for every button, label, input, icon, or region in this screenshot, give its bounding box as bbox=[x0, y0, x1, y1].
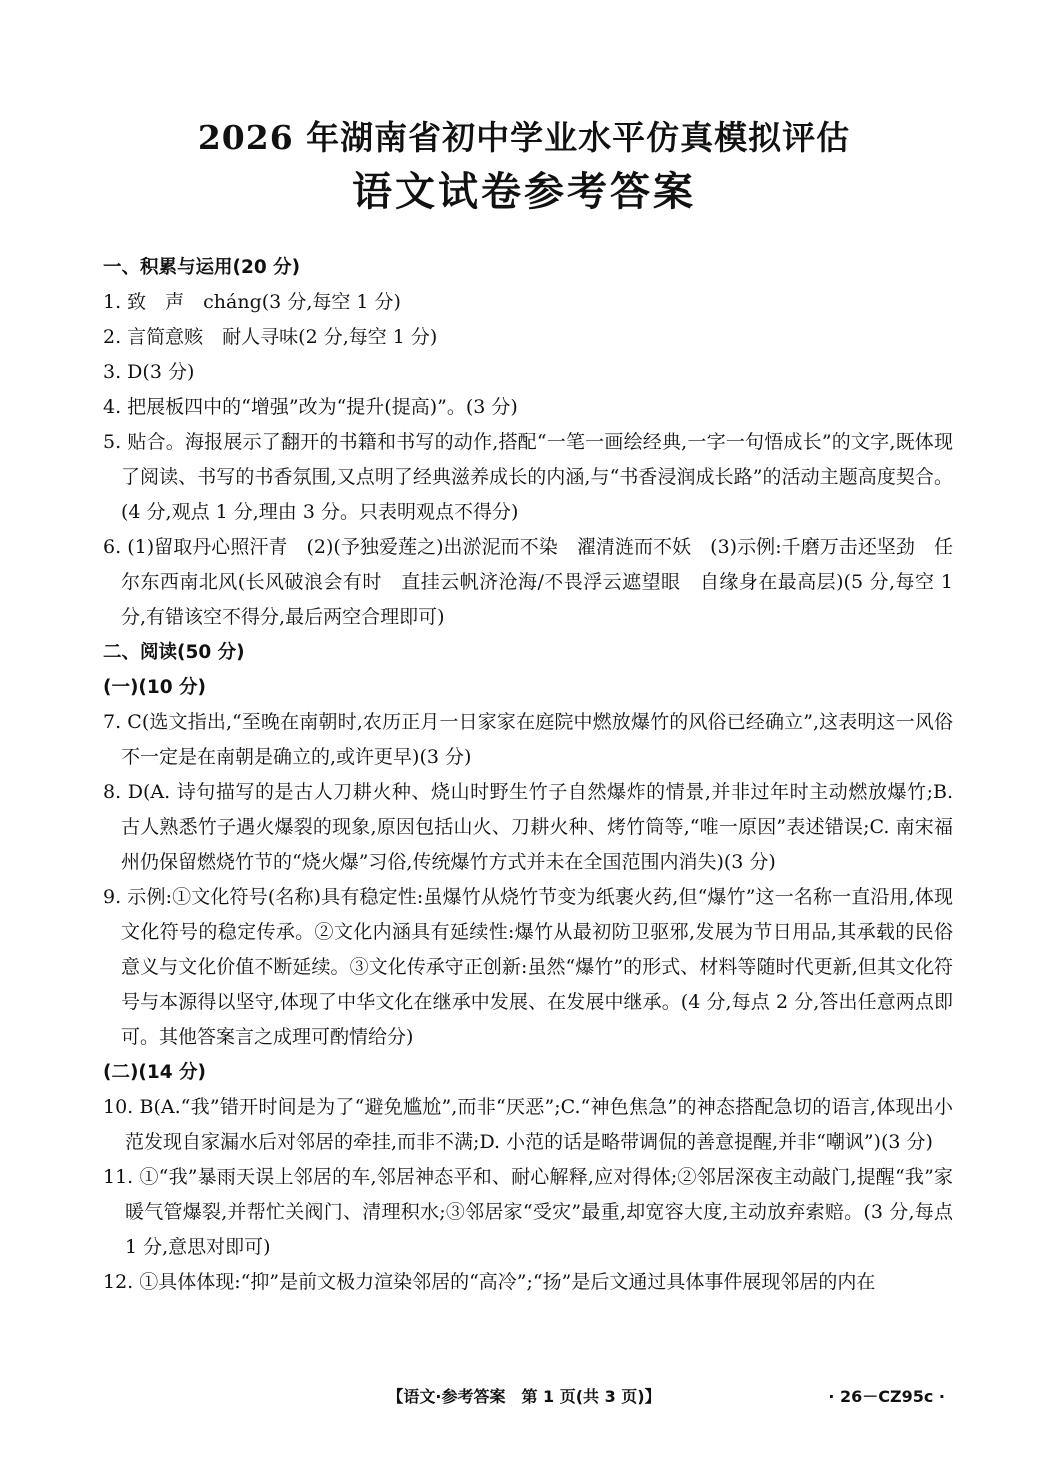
answer-q8: 8. D(A. 诗句描写的是古人刀耕火种、烧山时野生竹子自然爆炸的情景,并非过年时主动燃放爆竹;B. 古人熟悉竹子遇火爆裂的现象,原因包括山火、刀耕火种、烤竹筒等,“唯一原因”表述错误;C. 南宋福州仍保留燃烧竹节的“烧火爆”习俗,传统爆竹方式并未在全国范围内消失)(3 分) bbox=[103, 781, 953, 873]
answer-q7: 7. C(选文指出,“至晚在南朝时,农历正月一日家家在庭院中燃放爆竹的风俗已经确立”,这表明这一风俗不一定是在南朝是确立的,或许更早)(3 分) bbox=[103, 711, 953, 768]
section-heading-1: 一、积累与运用(20 分) bbox=[103, 257, 301, 278]
answer-q9: 9. 示例:①文化符号(名称)具有稳定性:虽爆竹从烧竹节变为纸裹火药,但“爆竹”这一名称一直沿用,体现文化符号的稳定传承。②文化内涵具有延续性:爆竹从最初防卫驱邪,发展为节日用品,其承载的民俗意义与文化价值不断延续。③文化传承守正创新:虽然“爆竹”的形式、材料等随时代更新,但其文化符号与本源得以坚守,体现了中华文化在继承中发展、在发展中继承。(4 分,每点 2 分,答出任意两点即可。其他答案言之成理可酌情给分) bbox=[103, 886, 953, 1048]
page-footer bbox=[0, 1384, 1048, 1414]
answer-q2: 2. 言简意赅 耐人寻味(2 分,每空 1 分) bbox=[103, 326, 438, 348]
answer-content bbox=[103, 250, 953, 1300]
answer-q6: 6. (1)留取丹心照汗青 (2)(予独爱莲之)出淤泥而不染 濯清涟而不妖 (3)示例:千磨万击还坚劲 任尔东西南北风(长风破浪会有时 直挂云帆济沧海/不畏浮云遮望眼 自缘身在最高层)(5 分,每空 1 分,有错该空不得分,最后两空合理即可) bbox=[103, 536, 953, 628]
answer-q5: 5. 贴合。海报展示了翻开的书籍和书写的动作,搭配“一笔一画绘经典,一字一句悟成长”的文字,既体现了阅读、书写的书香氛围,又点明了经典滋养成长的内涵,与“书香浸润成长路”的活动主题高度契合。(4 分,观点 1 分,理由 3 分。只表明观点不得分) bbox=[103, 431, 953, 523]
page-title: 2026 年湖南省初中学业水平仿真模拟评估 bbox=[197, 118, 851, 157]
subsection-heading-1: (一)(10 分) bbox=[103, 677, 207, 698]
subsection-heading-2: (二)(14 分) bbox=[103, 1062, 207, 1083]
answer-q1: 1. 致 声 cháng(3 分,每空 1 分) bbox=[103, 291, 401, 313]
answer-q4: 4. 把展板四中的“增强”改为“提升(提高)”。(3 分) bbox=[103, 396, 518, 418]
answer-q10: 10. B(A.“我”错开时间是为了“避免尴尬”,而非“厌恶”;C.“神色焦急”的神态搭配急切的语言,体现出小范发现自家漏水后对邻居的牵挂,而非不满;D. 小范的话是略带调侃的善意提醒,并非“嘲讽”)(3 分) bbox=[103, 1096, 953, 1153]
footer-page-info: 【语文·参考答案 第 1 页(共 3 页)】 bbox=[387, 1387, 661, 1406]
answer-q11: 11. ①“我”暴雨天误上邻居的车,邻居神态平和、耐心解释,应对得体;②邻居深夜主动敲门,提醒“我”家暖气管爆裂,并帮忙关阀门、清理积水;③邻居家“受灾”最重,却宽容大度,主动放弃索赔。(3 分,每点 1 分,意思对即可) bbox=[103, 1166, 953, 1258]
footer-code: · 26－CZ95c · bbox=[828, 1387, 945, 1406]
answer-q12: 12. ①具体体现:“抑”是前文极力渲染邻居的“高冷”;“扬”是后文通过具体事件展现邻居的内在 bbox=[103, 1271, 876, 1293]
page-subtitle: 语文试卷参考答案 bbox=[352, 168, 696, 215]
section-heading-2: 二、阅读(50 分) bbox=[103, 642, 245, 663]
answer-q3: 3. D(3 分) bbox=[103, 361, 195, 383]
